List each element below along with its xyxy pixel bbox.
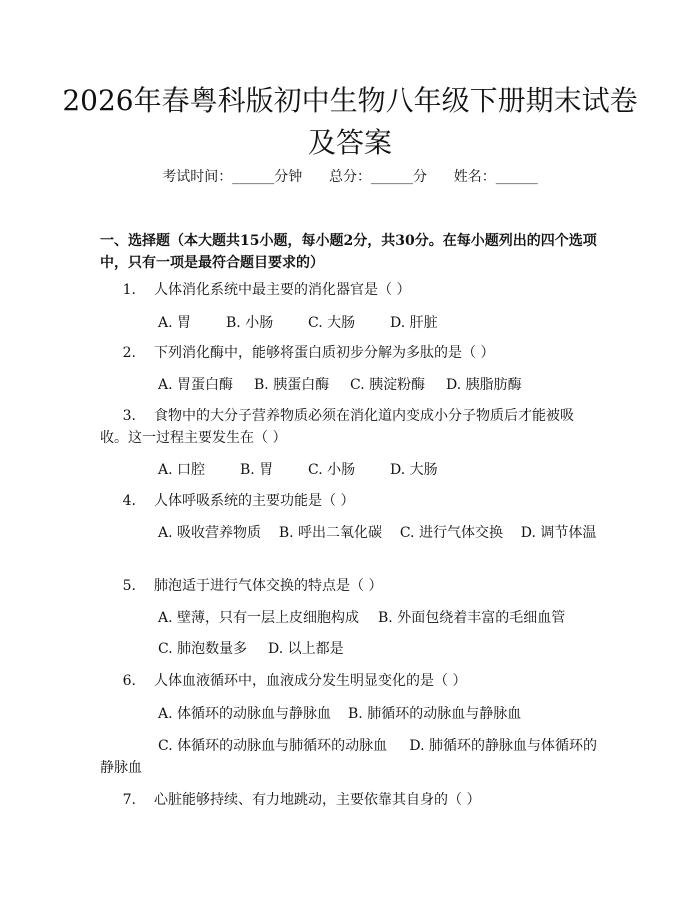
options-6a (100, 703, 600, 725)
question-text: 人体血液循环中，血液成分发生明显变化的是（ ） (154, 673, 467, 689)
option-a: A. 体循环的动脉血与静脉血 (158, 706, 332, 722)
question-text: 食物中的大分子营养物质必须在消化道内变成小分子物质后才能被吸收。这一过程主要发生在（ ） (100, 408, 574, 446)
name-label: 姓名： (453, 169, 496, 185)
question-text: 人体呼吸系统的主要功能是（ ） (154, 493, 355, 509)
exam-title: 2026年春粤科版初中生物八年级下册期末试卷及答案 (62, 84, 638, 159)
score-blank: ______ (371, 169, 413, 185)
option-d: D. 胰脂肪酶 (446, 377, 522, 393)
option-b: B. 小肠 (226, 315, 274, 331)
question-number: 4. (122, 493, 136, 509)
option-c: C. 胰淀粉酶 (350, 377, 426, 393)
option-d: D. 调节体温 (520, 525, 597, 541)
question-text: 下列消化酶中，能够将蛋白质初步分解为多肽的是（ ） (154, 345, 495, 361)
option-d: D. 肝脏 (390, 315, 438, 331)
options-2 (100, 374, 600, 396)
option-b: B. 呼出二氧化碳 (278, 525, 383, 541)
exam-meta (0, 167, 700, 187)
score-label: 总分： (329, 169, 371, 185)
option-a: A. 胃 (158, 315, 192, 331)
question-number: 1. (122, 282, 136, 298)
option-c: C. 肺泡数量多 (158, 641, 248, 657)
options-5b (100, 638, 600, 660)
name-blank: ______ (495, 169, 538, 185)
option-b: B. 胰蛋白酶 (254, 377, 330, 393)
option-b: B. 胃 (240, 462, 274, 478)
question-number: 7. (122, 792, 136, 808)
option-c: C. 大肠 (308, 315, 356, 331)
time-unit: 分钟 (274, 169, 303, 185)
question-text: 肺泡适于进行气体交换的特点是（ ） (154, 578, 383, 594)
question-2 (100, 342, 600, 364)
question-4 (100, 490, 600, 512)
option-a: A. 胃蛋白酶 (158, 377, 234, 393)
options-5a (100, 607, 600, 629)
option-a: A. 口腔 (158, 462, 206, 478)
question-1 (100, 279, 600, 301)
question-6 (100, 670, 600, 692)
option-b: B. 外面包绕着丰富的毛细血管 (378, 610, 566, 626)
option-c: C. 小肠 (308, 462, 356, 478)
options-4 (100, 522, 600, 544)
section-heading: 一、选择题（本大题共15小题，每小题2分，共30分。在每小题列出的四个选项中，只有一项是最符合题目要求的） (100, 233, 597, 271)
question-text: 心脏能够持续、有力地跳动，主要依靠其自身的（ ） (154, 792, 481, 808)
question-7 (100, 789, 600, 811)
question-number: 3. (122, 408, 136, 424)
question-3 (100, 405, 600, 449)
option-d: D. 以上都是 (268, 641, 344, 657)
option-a: A. 壁薄，只有一层上皮细胞构成 (158, 610, 360, 626)
options-6b (100, 735, 600, 779)
option-a: A. 吸收营养物质 (158, 525, 262, 541)
option-d: D. 肺循环的静脉血与体循环的静脉血 (100, 738, 598, 776)
option-c: C. 进行气体交换 (399, 525, 503, 541)
options-1 (100, 312, 600, 334)
question-5 (100, 575, 600, 597)
question-number: 5. (122, 578, 136, 594)
time-blank: ______ (232, 169, 275, 185)
option-c: C. 体循环的动脉血与肺循环的动脉血 (158, 738, 388, 754)
option-b: B. 肺循环的动脉血与静脉血 (348, 706, 522, 722)
question-number: 2. (122, 345, 136, 361)
option-d: D. 大肠 (390, 462, 438, 478)
time-label: 考试时间： (162, 169, 233, 185)
score-unit: 分 (413, 169, 427, 185)
question-number: 6. (122, 673, 136, 689)
question-text: 人体消化系统中最主要的消化器官是（ ） (154, 282, 411, 298)
options-3 (100, 459, 600, 481)
